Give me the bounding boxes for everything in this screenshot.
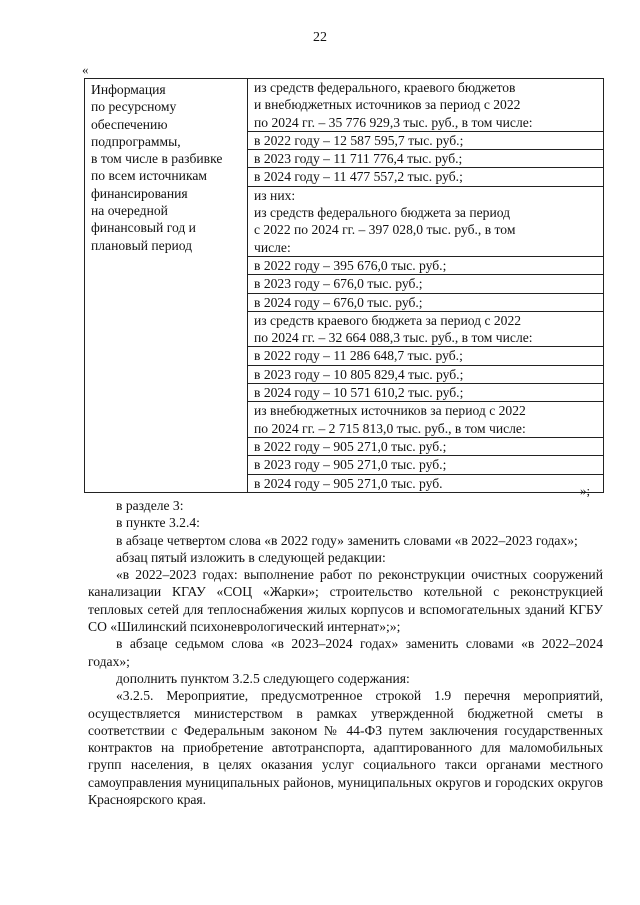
table-row <box>85 79 604 493</box>
paragraph: в разделе 3: <box>116 498 184 513</box>
label-line: подпрограммы, <box>91 133 181 149</box>
page-number: 22 <box>313 30 327 45</box>
paragraph: абзац пятый изложить в следующей редакции: <box>116 549 386 565</box>
value-line: по 2024 гг. – 35 776 929,3 тыс. руб., в том числе: <box>248 114 603 132</box>
value-line: с 2022 по 2024 гг. – 397 028,0 тыс. руб., в том <box>254 222 516 238</box>
value-line: в 2023 году – 905 271,0 тыс. руб.; <box>248 456 603 474</box>
value-line: в 2022 году – 905 271,0 тыс. руб.; <box>248 438 603 456</box>
value-line: в 2024 году – 11 477 557,2 тыс. руб.; <box>248 168 603 186</box>
value-line: числе: <box>248 239 603 257</box>
value-line: в 2022 году – 12 587 595,7 тыс. руб.; <box>248 132 603 150</box>
label-line: Информация <box>91 82 166 97</box>
paragraph: в пункте 3.2.4: <box>116 515 200 531</box>
label-line: плановый период <box>91 237 193 253</box>
label-line: финансовый год и <box>91 220 196 236</box>
row-value-cell <box>248 79 604 493</box>
value-line: по 2024 гг. – 32 664 088,3 тыс. руб., в том числе: <box>248 329 603 347</box>
value-line: в 2024 году – 905 271,0 тыс. руб. <box>254 475 443 491</box>
value-line: в 2023 году – 10 805 829,4 тыс. руб.; <box>248 366 603 384</box>
paragraph: «3.2.5. Мероприятие, предусмотренное строкой 1.9 перечня мероприятий, осуществляется министерством в рамках утвержденной бюджетной сметы в соответствии с Федеральным законом № 44-ФЗ путем заключения государственных контрактов на приобретение автотранспорта, адаптированного для маломобильных групп населения, в целях оказания услуг социального такси органами местного самоуправления муниципальных районов, муниципальных округов и городских округов Красноярского края. <box>88 688 603 808</box>
row-label-cell <box>85 79 248 493</box>
value-line: в 2022 году – 11 286 648,7 тыс. руб.; <box>248 347 603 365</box>
value-line: в 2024 году – 10 571 610,2 тыс. руб.; <box>248 384 603 402</box>
value-line: из средств федерального бюджета за период <box>254 205 511 221</box>
value-line: по 2024 гг. – 2 715 813,0 тыс. руб., в том числе: <box>248 420 603 438</box>
label-line: по всем источникам <box>91 168 207 184</box>
paragraph: «в 2022–2023 годах: выполнение работ по реконструкции очистных сооружений канализации КГАУ «СОЦ «Жарки»; строительство котельной с реконструкцией тепловых сетей для теплоснабжения жилых корпусов и вспомогательных зданий КГБУ СО «Шилинский психоневрологический интернат»;»; <box>88 567 603 635</box>
value-line: из них: <box>254 187 296 203</box>
paragraph: дополнить пунктом 3.2.5 следующего содержания: <box>116 670 410 686</box>
value-line: из средств федерального, краевого бюджетов <box>254 80 516 95</box>
value-line: в 2022 году – 395 676,0 тыс. руб.; <box>248 257 603 275</box>
label-line: по ресурсному <box>91 99 177 115</box>
label-line: на очередной <box>91 203 168 219</box>
label-line: обеспечению <box>91 116 168 132</box>
label-line: в том числе в разбивке <box>91 151 223 167</box>
amendment-text <box>88 497 603 808</box>
value-line: в 2024 году – 676,0 тыс. руб.; <box>248 294 603 312</box>
paragraph: в абзаце седьмом слова «в 2023–2024 годах» заменить словами «в 2022–2024 годах»; <box>88 636 603 669</box>
resource-info-table <box>84 78 604 493</box>
value-line: и внебюджетных источников за период с 2022 <box>254 97 521 113</box>
value-line: из внебюджетных источников за период с 2022 <box>254 403 526 419</box>
label-line: финансирования <box>91 185 188 201</box>
opening-quote-mark: « <box>82 62 89 77</box>
closing-quote-mark: »; <box>580 483 591 498</box>
value-line: в 2023 году – 676,0 тыс. руб.; <box>248 275 603 293</box>
value-line: из средств краевого бюджета за период с 2022 <box>254 312 522 328</box>
paragraph: в абзаце четвертом слова «в 2022 году» заменить словами «в 2022–2023 годах»; <box>116 532 578 548</box>
value-line: в 2023 году – 11 711 776,4 тыс. руб.; <box>248 150 603 168</box>
